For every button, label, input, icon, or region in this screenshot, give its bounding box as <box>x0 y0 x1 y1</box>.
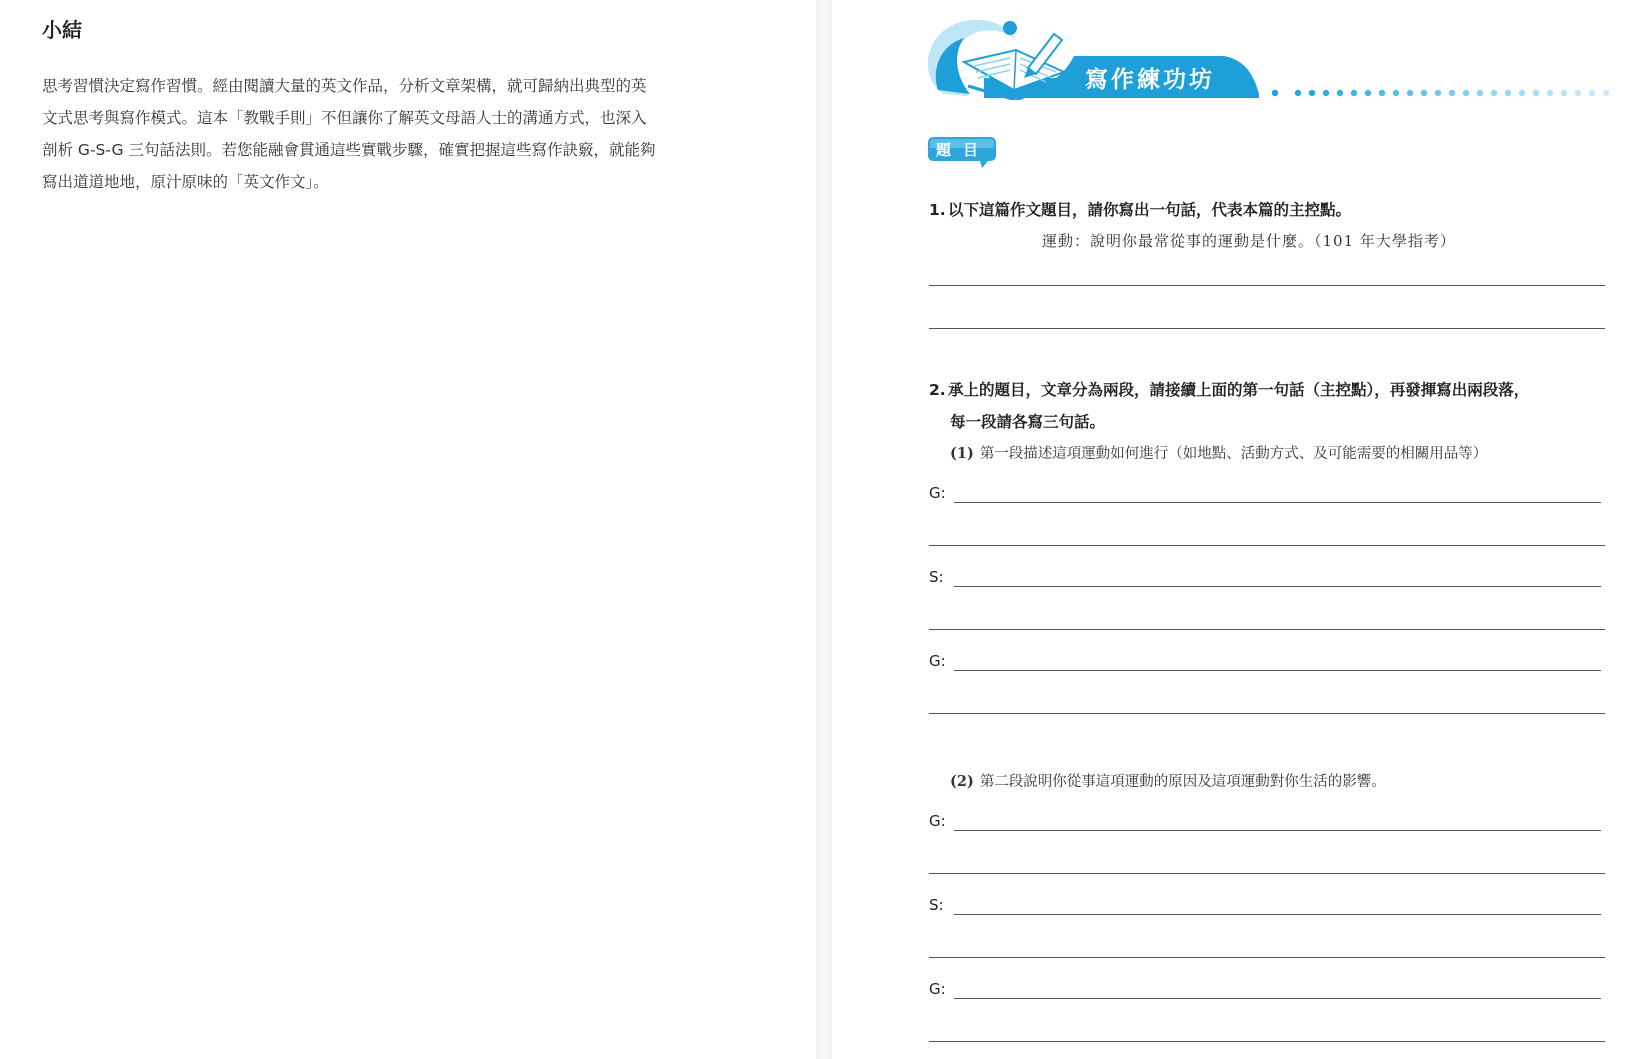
answer-line <box>954 830 1601 831</box>
part-2-number: (2) <box>950 773 974 790</box>
answer-line <box>954 914 1601 915</box>
question-1 <box>929 198 1351 220</box>
question-2-text-cont: 每一段請各寫三句話。 <box>950 413 1106 431</box>
answer-line <box>954 998 1601 999</box>
question-2 <box>929 378 1529 400</box>
g-label: G: <box>929 484 946 502</box>
answer-line <box>954 586 1601 587</box>
s-label: S: <box>929 896 944 914</box>
question-2-part-1 <box>950 442 1487 463</box>
summary-line: 思考習慣決定寫作習慣。經由閱讀大量的英文作品，分析文章架構，就可歸納出典型的英 <box>42 77 647 95</box>
answer-line <box>954 670 1601 671</box>
answer-line <box>929 713 1605 714</box>
question-1-topic: 運動：說明你最常從事的運動是什麼。（101 年大學指考） <box>1042 232 1456 250</box>
answer-line <box>929 1041 1605 1042</box>
part-2-text: 第二段說明你從事這項運動的原因及這項運動對你生活的影響。 <box>979 774 1386 790</box>
summary-line: 文式思考與寫作模式。這本「教戰手則」不但讓你了解英文母語人士的溝通方式，也深入 <box>42 109 647 127</box>
question-2-part-2 <box>950 770 1386 791</box>
answer-line <box>929 629 1605 630</box>
part-1-text: 第一段描述這項運動如何進行（如地點、活動方式、及可能需要的相關用品等） <box>979 446 1488 462</box>
banner-title: 寫作練功坊 <box>1085 67 1215 93</box>
page-gutter <box>816 0 832 1059</box>
right-page <box>832 0 1641 1059</box>
banner-dots <box>1270 88 1610 98</box>
section-title: 小結 <box>42 18 82 42</box>
g-label: G: <box>929 812 946 830</box>
question-2-number: 2. <box>929 381 946 399</box>
summary-paragraph <box>42 70 722 198</box>
s-label: S: <box>929 568 944 586</box>
question-1-text: 以下這篇作文題目，請你寫出一句話，代表本篇的主控點。 <box>948 201 1352 219</box>
answer-line <box>929 545 1605 546</box>
left-page <box>0 0 816 1059</box>
g-label: G: <box>929 980 946 998</box>
answer-line <box>954 502 1601 503</box>
answer-line <box>929 328 1605 329</box>
question-1-number: 1. <box>929 201 946 219</box>
summary-line: 寫出道道地地，原汁原味的「英文作文」。 <box>42 173 329 191</box>
question-2-text: 承上的題目，文章分為兩段，請接續上面的第一句話（主控點），再發揮寫出兩段落， <box>948 381 1530 399</box>
answer-line <box>929 285 1605 286</box>
summary-line: 剖析 G-S-G 三句話法則。若您能融會貫通這些實戰步驟，確實把握這些寫作訣竅，就能夠 <box>42 141 656 159</box>
answer-line <box>929 957 1605 958</box>
g-label: G: <box>929 652 946 670</box>
part-1-number: (1) <box>950 445 974 462</box>
answer-line <box>929 873 1605 874</box>
question-tag-label: 題目 <box>936 141 991 159</box>
